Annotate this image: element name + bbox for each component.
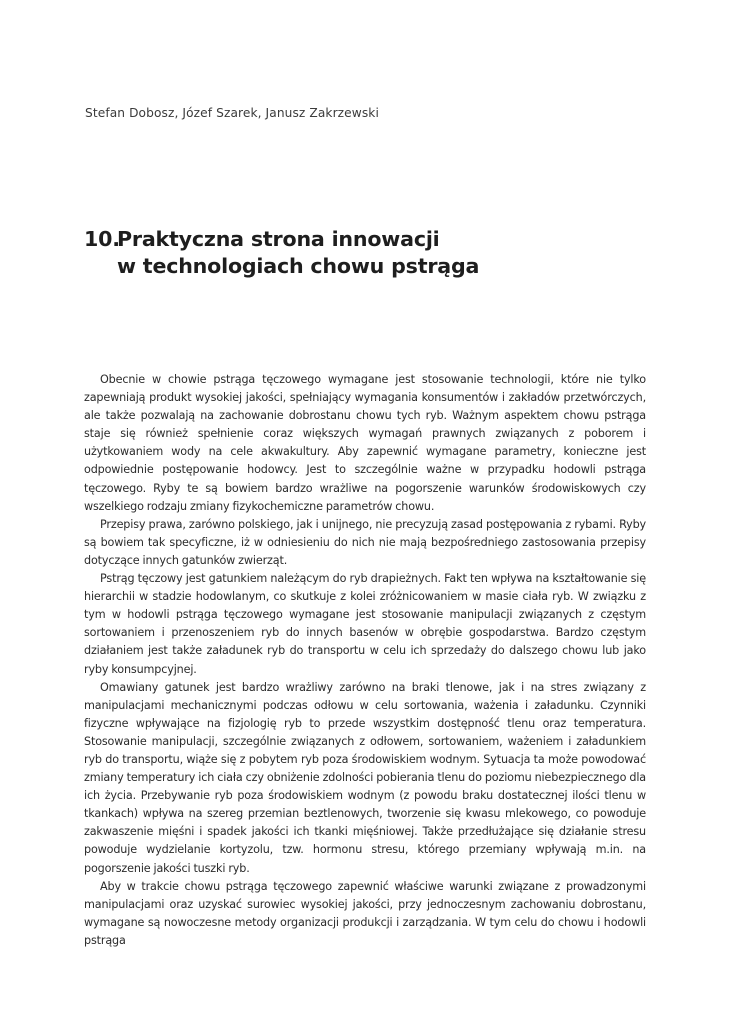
paragraph: Obecnie w chowie pstrąga tęczowego wymagane jest stosowanie technologii, które nie tylko zapewniają produkt wysokiej jakości, spełniający wymagania konsumentów i zakładów przetwórczych, ale także pozwalają na zachowanie dobrostanu chowu tych ryb. Ważnym aspektem chowu pstrąga staje się również spełnienie coraz większych wymagań prawnych związanych z poborem i użytkowaniem wody na cele akwakultury. Aby zapewnić wymagane parametry, konieczne jest odpowiednie postępowanie hodowcy. Jest to szczególnie ważne w przypadku hodowli pstrąga tęczowego. Ryby te są bowiem bardzo wrażliwe na pogorszenie warunków środowiskowych czy wszelkiego rodzaju zmiany fizykochemiczne parametrów chowu.	[84, 373, 646, 513]
paragraph: Pstrąg tęczowy jest gatunkiem należącym do ryb drapieżnych. Fakt ten wpływa na kształtowanie się hierarchii w stadzie hodowlanym, co skutkuje z kolei zróżnicowaniem w masie ciała ryb. W związku z tym w hodowli pstrąga tęczowego wymagane jest stosowanie manipulacji związanych z częstym sortowaniem i przenoszeniem ryb do innych basenów w obrębie gospodarstwa. Bardzo częstym działaniem jest także załadunek ryb do transportu w celu ich sprzedaży do dalszego chowu lub jako ryby konsumpcyjnej.	[84, 572, 646, 676]
chapter-title-line-1: Praktyczna strona innowacji	[117, 226, 440, 251]
chapter-body	[84, 371, 646, 950]
running-header-authors: Stefan Dobosz, Józef Szarek, Janusz Zakrzewski	[85, 106, 379, 120]
chapter-number: 10.	[84, 226, 120, 251]
paragraph: Omawiany gatunek jest bardzo wrażliwy zarówno na braki tlenowe, jak i na stres związany z manipulacjami mechanicznymi podczas odłowu w celu sortowania, ważenia i załadunku. Czynniki fizyczne wpływające na fizjologię ryb to przede wszystkim dostępność tlenu oraz temperatura. Stosowanie manipulacji, szczególnie związanych z odłowem, sortowaniem, ważeniem i załadunkiem ryb do transportu, wiąże się z pobytem ryb poza środowiskiem wodnym. Sytuacja ta może powodować zmiany temperatury ich ciała czy obniżenie zdolności pobierania tlenu do poziomu niebezpiecznego dla ich życia. Przebywanie ryb poza środowiskiem wodnym (z powodu braku dostatecznej ilości tlenu w tkankach) wpływa na szereg przemian beztlenowych, tworzenie się kwasu mlekowego, co powoduje zakwaszenie mięśni i spadek jakości ich tkanki mięśniowej. Także przedłużające się działanie stresu powoduje wydzielanie kortyzolu, tzw. hormonu stresu, którego przemiany wpływają m.in. na pogorszenie jakości tuszki ryb.	[84, 680, 646, 875]
paragraph: Aby w trakcie chowu pstrąga tęczowego zapewnić właściwe warunki związane z prowadzonymi manipulacjami oraz uzyskać surowiec wysokiej jakości, przy jednoczesnym zachowaniu dobrostanu, wymagane są nowoczesne metody organizacji produkcji i zarządzania. W tym celu do chowu i hodowli pstrąga	[84, 879, 646, 947]
chapter-title	[84, 226, 684, 280]
paragraph: Przepisy prawa, zarówno polskiego, jak i unijnego, nie precyzują zasad postępowania z rybami. Ryby są bowiem tak specyficzne, iż w odniesieniu do nich nie mają bezpośredniego zastosowania przepisy dotyczące innych gatunków zwierząt.	[84, 517, 646, 567]
chapter-title-line-2: w technologiach chowu pstrąga	[117, 253, 480, 278]
